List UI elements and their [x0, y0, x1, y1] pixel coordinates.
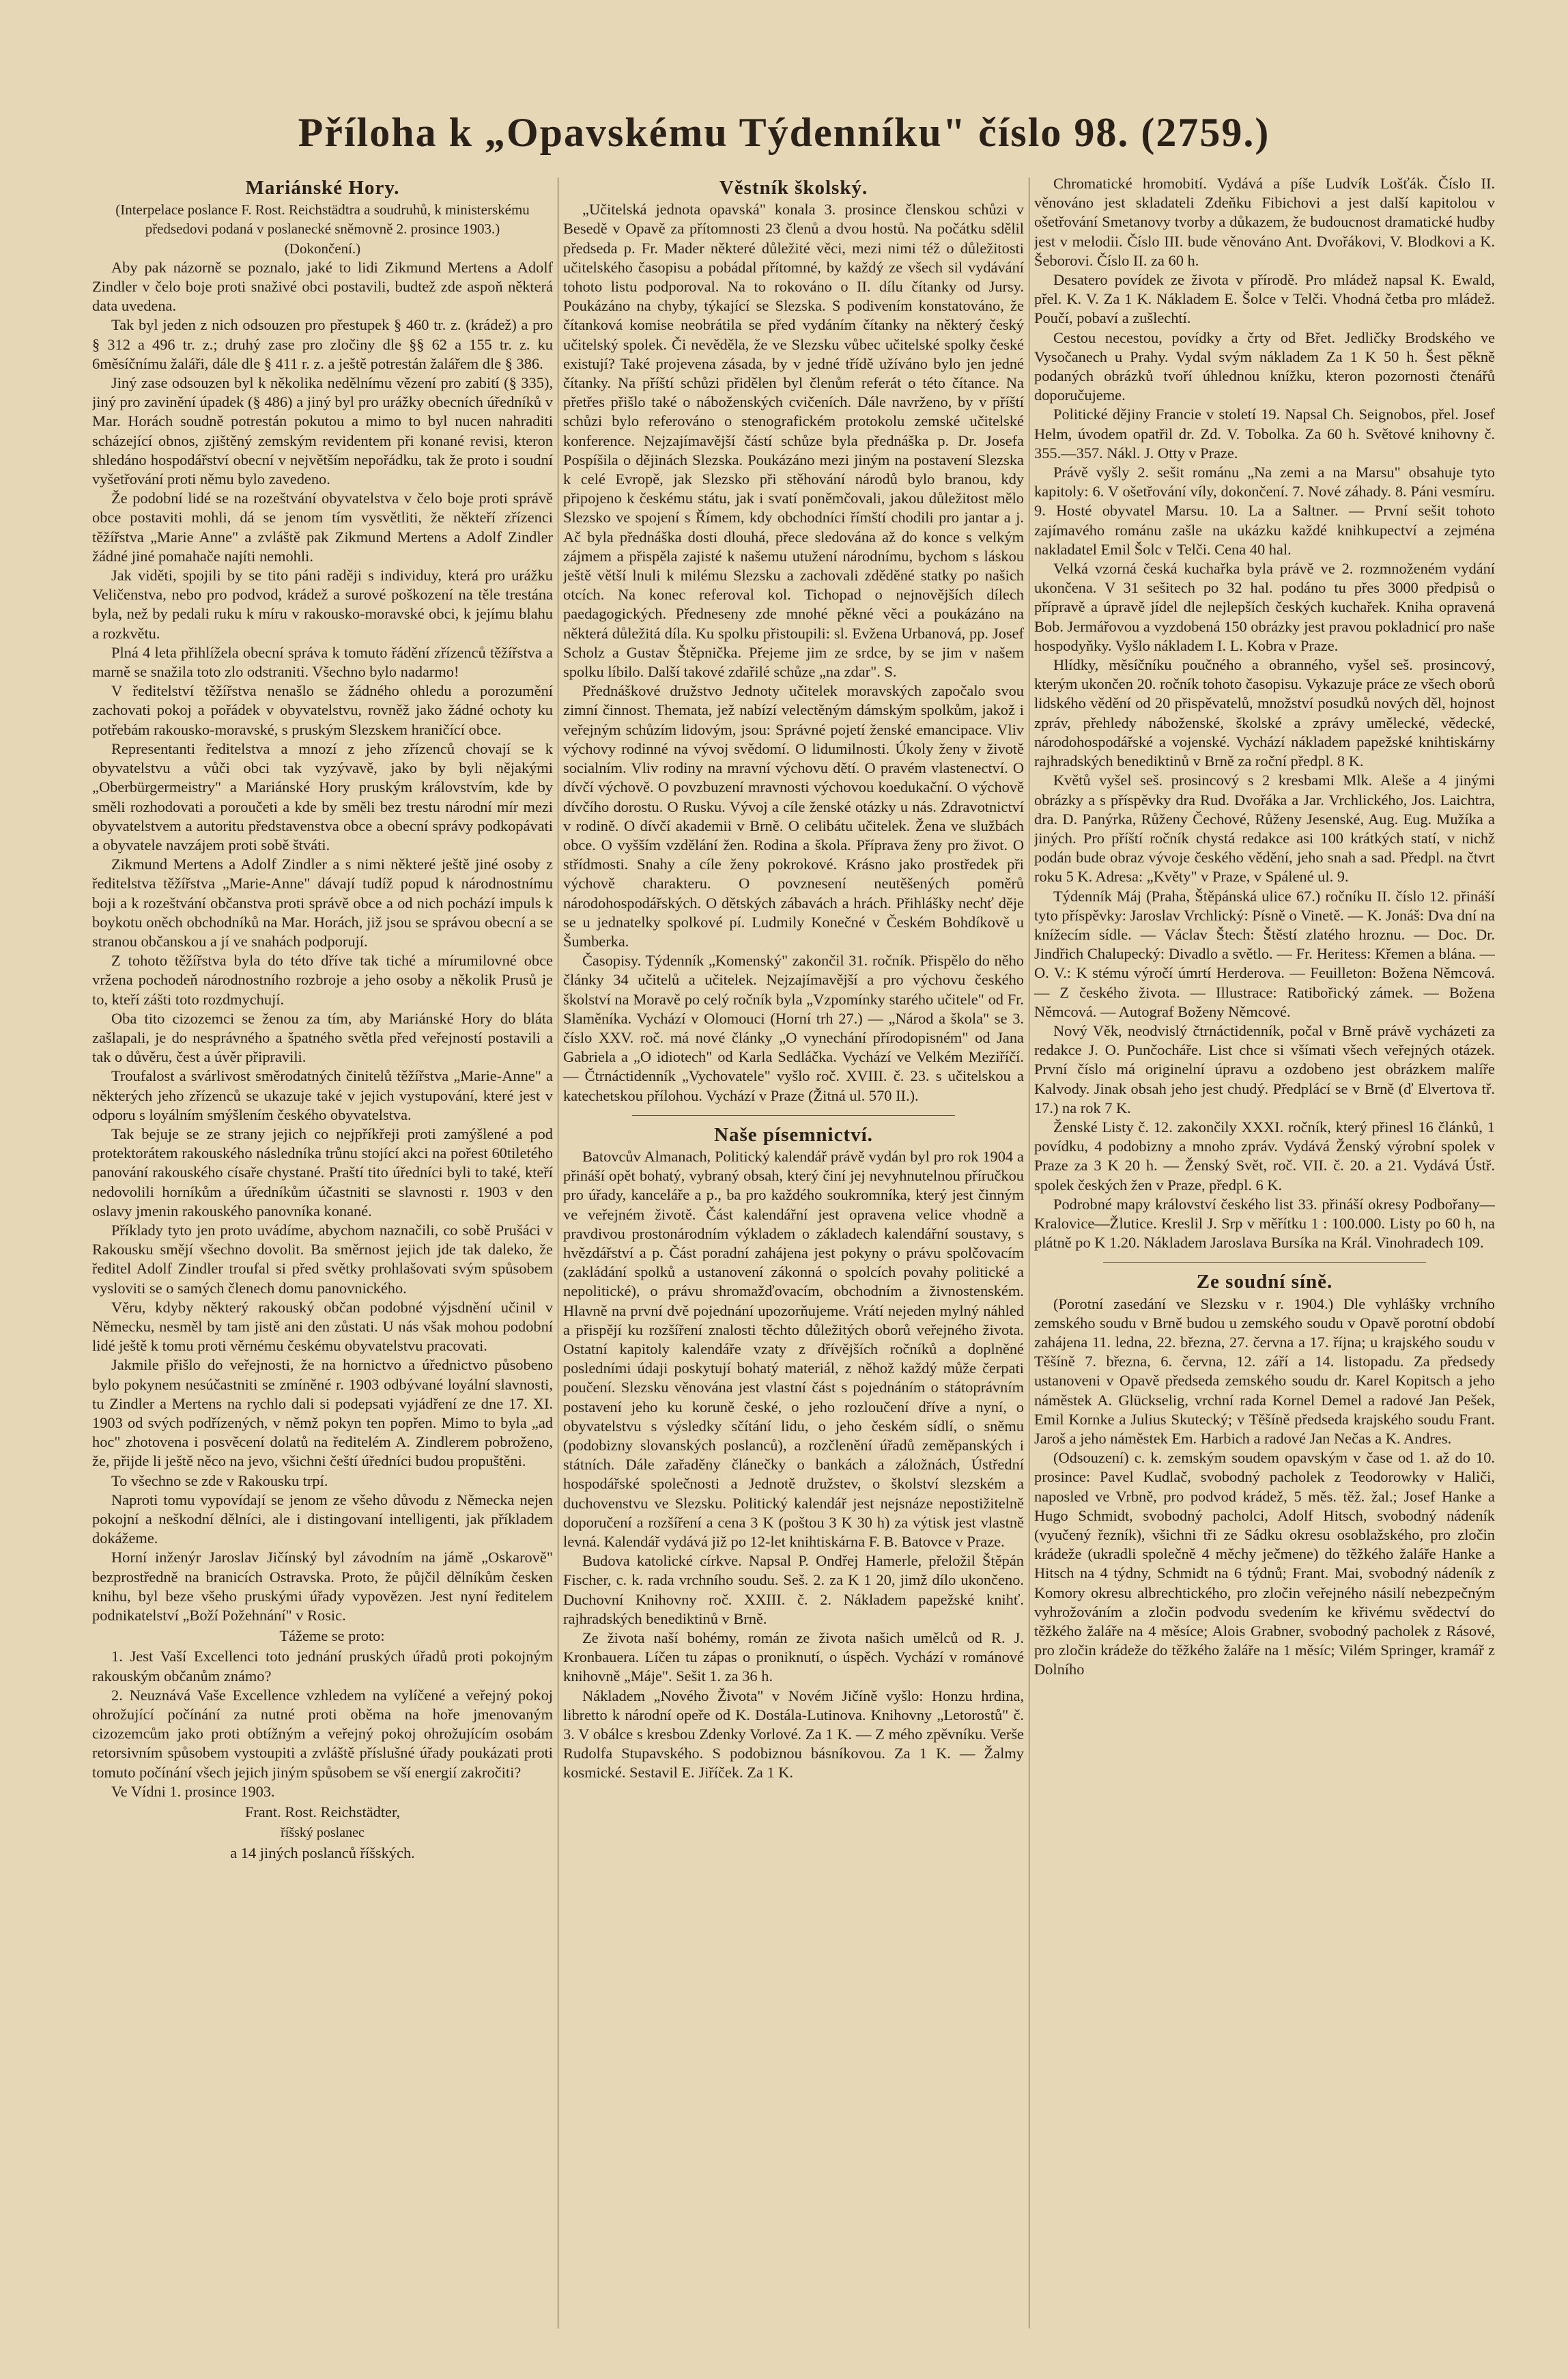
dateline: Ve Vídni 1. prosince 1903. [111, 1782, 275, 1800]
paragraph: Representanti ředitelstva a mnozí z jeho zřízenců chovají se k obyvatelstvu a vůči obci tak vyzývavě, jako by byli nějakými „Oberbürgermeistry" a Mariánské Hory pruským královstvím, kde by směli rozhodovati a poroučeti a kde by směli bez trestu národní mír mezi obyvatelstvem a autoritu představenstva obce a obecní správy podkopávati a obyvatele navzájem proti sobě štváti. [92, 740, 553, 854]
section-heading-nase-pisemnictvi: Naše písemnictví. [714, 1123, 873, 1146]
paragraph: Nový Věk, neodvislý čtrnáctidenník, počal v Brně právě vycházeti za redakce J. O. Punčocháře. List chce si všímati všech veřejných otázek. První číslo má originelní úpravu a ozdobeno jest obrázkem malíře Kalvody. Jinak obsah jeho jest chudý. Předplácí se v Brně (ď Elvertova tř. 17.) na rok 7 K. [1034, 1022, 1495, 1116]
paragraph: Naproti tomu vypovídají se jenom ze všeho důvodu z Německa nejen pokojní a neškodní dělníci, ale i distingovaní intelligenti, jak příkladem dokážeme. [92, 1491, 553, 1547]
paragraph: Budova katolické církve. Napsal P. Ondřej Hamerle, přeložil Štěpán Fischer, c. k. rada vrchního soudu. Seš. 2. za K 1 20, jimž dílo ukončeno. Duchovní Knihovny roč. XXIII. č. 2. Nákladem papežské knihť. rajhradských benediktinů v Brně. [563, 1552, 1024, 1627]
page-title: Příloha k „Opavskému Týdenníku" číslo 98. (2759.) [298, 110, 1270, 155]
signature: Frant. Rost. Reichstädter, [244, 1803, 401, 1821]
paragraph: Tak bejuje se ze strany jejich co nejpříkřeji proti zamýšlené a pod protektorátem rakouského následníka trůnu stojící akci na pořest 60tiletého panování rakouského císaře chystané. Praští tito úředníci byli to také, kteří nedovolili horníkům a úředníkům účastniti se slavnosti r. 1903 v den oslavy jmenin rakouského panovníka konané. [92, 1125, 553, 1220]
paragraph: To všechno se zde v Rakousku trpí. [111, 1472, 328, 1489]
paragraph: Plná 4 leta přihlížela obecní správa k tomuto řádění zřízenců těžířstva a marně se snažila toto zlo odstraniti. Všechno bylo nadarmo! [92, 643, 553, 681]
column-1 [92, 174, 553, 2346]
paragraph: Velká vzorná česká kuchařka byla právě ve 2. rozmnoženém vydání ukončena. V 31 sešitech po 32 hal. podáno tu přes 3000 předpisů o přípravě a úpravě jídel dle nejlepších českých kuchařek. Kniha opravená Bob. Jermářovou a vyzdobená 150 obrázky jest pravou pokladnicí pro naše hospodyňky. Vyšlo nákladem I. L. Kobra v Praze. [1034, 560, 1495, 654]
paragraph: Tak byl jeden z nich odsouzen pro přestupek § 460 tr. z. (krádež) a pro § 312 a 496 tr. z.; druhý zase pro zločiny dle §§ 62 a 155 tr. z. ku 6měsíčnímu žaláři, dále dle § 411 r. z. a ještě potrestán žalářem dle § 386. [92, 316, 553, 372]
paragraph: Příklady tyto jen proto uvádíme, abychom naznačili, co sobě Prušáci v Rakousku smějí všechno dovolit. Ba směrnost jejich jde tak daleko, že ředitel Adolf Zindler troufal si před světky prohlašovati svým spůsobem vysloviti se o samých členech domu panovnického. [92, 1221, 553, 1297]
paragraph: Časopisy. Týdenník „Komenský" zakončil 31. ročník. Přispělo do něho články 34 učitelů a učitelek. Nejzajímavější a pro výchovu českého školství na Moravě po celý ročník byla „Vzpomínky starého učitele" od Fr. Slaměníka. Vychází v Olomouci (Horní trh 27.) — „Národ a škola" se 3. číslo XXV. roč. má nové články „O vynechání přírodopisném" od Jana Gabriela a „O idiotech" od Karla Sedláčka. Vychází ve Velkém Meziříčí. — Čtrnáctidenník „Vychovatele" vyšlo roč. XVIII. č. 23. s učitelskou a katechetskou přílohou. Vychází v Praze (Žitná ul. 570 II.). [563, 952, 1024, 1104]
article-subheading: (Dokončení.) [284, 240, 361, 257]
paragraph: Chromatické hromobití. Vydává a píše Ludvík Lošťák. Číslo II. věnováno jest skladateli Zdeňku Fibichovi a jest další kapitolou v ošetřování Smetanovy tvorby a důkazem, že budoucnost dramatické hudby jest v melodii. Číslo III. bude věnováno Ant. Dvořákovi, V. Blodkovi a K. Šeborovi. Číslo II. za 60 h. [1034, 175, 1495, 269]
paragraph: „Učitelská jednota opavská" konala 3. prosince členskou schůzi v Besedě v Opavě za přítomnosti 23 členů a dvou hostů. Na počátku sdělil předseda p. Fr. Mader některé důležité věci, mezi nimi též o důležitosti učitelského časopisu a pobádal přítomné, by každý ze všech sil vydávání tohoto listu podporoval. Na to rokováno o II. dílu čítanky od Jursy. Poukázáno na chyby, týkající se Slezska. S podivením konstatováno, že čítanková komise neobrátila se před vydáním čítanky na některý český učitelský spolek. Či nevěděla, že ve Slezsku vůbec učitelské spolky české existují? Také projevena zásada, by v jedné třídě užíváno bylo jen jedné čítanky. Na příští schůzi přidělen byl členům referát o této čítance. Na přetřes přišlo také o náboženských cvičeních. Dále navrženo, by v příští schůzi bylo referováno o stenografickém protokolu zemské učitelské konference. Nejzajímavější částí schůze byla přednáška p. Dr. Josefa Pospíšila o dějinách Slezska. Poukázáno mezi jiným na postavení Slezska k celé Evropě, jak Slezsko při stěhování národů bylo branou, kdy připojeno k českému státu, jak i svatí poněmčovali, jakou důležitost mělo Slezsko ve spojení s Římem, kdy obchodníci římští chodili pro jantar a j. Ač byla přednáška dosti dlouhá, přece sledována až do konce s velkým zájmem a přispěla zajisté k našemu utužení národnímu, bychom s láskou ještě větší lnuli k milému Slezsku a zachovali zděděné statky po našich otcích. Na konec referoval kol. Tichopad o nejnovějších dílech paedagogických. Předneseny zde mnohé pěkné věci a poukázáno na některá důležitá díla. Ku spolku přistoupili: sl. Evžena Urbanová, pp. Josef Scholz a Gustav Štěpnička. Přejeme jim ze srdce, by se jim v našem spolku líbilo. Další takové zdařilé schůze „na zdar". S. [563, 201, 1024, 681]
paragraph: V ředitelství těžířstva nenašlo se žádného ohledu a porozumění zachovati pokoj a pořádek v obyvatelstvu, rovněž jako žádné ochoty ku potřebám rakousko-moravské, s pruským Slezskem hraničící obce. [92, 682, 553, 738]
paragraph: Jak viděti, spojili by se tito páni raději s individuy, která pro urážku Veličenstva, nebo pro podvod, krádež a surové poškození na těle trestána byla, než by pedali ruku k míru v rakousko-moravské obci, k jejímu blahu a rozkvětu. [92, 567, 553, 642]
paragraph: Podrobné mapy království českého list 33. přináší okresy Podbořany—Kralovice—Žlutice. Kreslil J. Srp v měřítku 1 : 100.000. Listy po 60 h, na plátně po K 1.20. Nákladem Jaroslava Bursíka na Král. Vinohradech 109. [1034, 1195, 1495, 1252]
paragraph: 2. Neuznává Vaše Excellence vzhledem na vylíčené a veřejný pokoj ohrožující počínání za nutné proti oběma na hoře jmenovaným cizozemcům jako proti obtížným a veřejný pokoj ohrožujícím osobám retorsivním spůsobem vystoupiti a zvláště příslušné úřady poukázati proti tomuto počínání všech jejich jiným spůsobem se vší energií zakročiti? [92, 1686, 553, 1781]
paragraph: Květů vyšel seš. prosincový s 2 kresbami Mlk. Aleše a 4 jinými obrázky a s příspěvky dra Rud. Dvořáka a Jar. Vrchlického, Jos. Laichtra, dra. D. Panýrka, Růženy Čechové, Růženy Jesenské, Aug. Eug. Mužíka a jiných. Pro příští ročník chystá redakce asi 100 krátkých statí, v nichž podán bude obraz vývoje českého vědění, jeho snah a sad. Předpl. na čtvrt roku 5 K. Adresa: „Květy" v Praze, v Spálené ul. 9. [1034, 772, 1495, 886]
column-3 [1034, 174, 1495, 2346]
signature-cosigners: a 14 jiných poslanců říšských. [230, 1844, 415, 1862]
paragraph: Jiný zase odsouzen byl k několika nedělnímu vězení pro zabití (§ 335), jiný pro zavinění úpadek (§ 486) a jiný byl pro urážky obecních úředníků v Mar. Horách soudně potrestán pokutou a mimo to byl nucen nahraditi scházející obnos, zjištěný zemským revidentem při konané revisi, kteron shledáno hospodářství obecní v největším nepořádku, tak že proto i soudní vyšetřování proti němu bylo zavedeno. [92, 374, 553, 488]
paragraph: Přednáškové družstvo Jednoty učitelek moravských započalo svou zimní činnost. Themata, jež nabízí velectěným dámským spolkům, jakož i veřejným schůzím lidovým, jsou: Správné pojetí ženské emancipace. Vliv výchovy rodinné na vývoj svědomí. O lidumilnosti. Úkoly ženy v životě socialním. Vliv rodiny na mravní výchovu dětí. O pravém vlastenectví. O dívčí výchově. O povzbuzení mravnosti výchovou koedukační. O výchově dívčího dorostu. O Rusku. Vývoj a cíle ženské otázky u nás. Zdravotnictví v rodině. O dívčí akademii v Brně. O celibátu učitelek. Žena ve službách obce. O vyšším vzdělání žen. Rodina a škola. Příprava ženy pro život. O střídmosti. Snahy a cíle ženy pokrokové. Krásno jako prostředek při výchově charakteru. O povznesení neutěšených poměrů národohospodářských. O dětských zábavách a hrách. Přihlášky nechť děje se u jednatelky spolkové pí. Ludmily Konečné v Českém Bohdíkově u Šumberka. [563, 682, 1024, 950]
paragraph: Ženské Listy č. 12. zakončily XXXI. ročník, který přinesl 16 článků, 1 povídku, 4 podobizny a mnoho zpráv. Vydává Ženský výrobní spolek v Praze za 3 K 20 h. — Ženský Svět, roč. VII. č. 20. a 21. Vydává Ústř. spolek českých žen v Praze, předpl. 6 K. [1034, 1118, 1495, 1194]
paragraph: Batovcův Almanach, Politický kalendář právě vydán byl pro rok 1904 a přináší opět bohatý, vybraný obsah, který činí jej nevyhnutelnou příručkou pro úřady, kanceláře a p., ba pro každého soukromníka, který jest činným ve veřejném životě. Část kalendářní jest opravena velice vhodně a pravdivou prostonárodním výkladem o základech kalendářní soustavy, s hvězdářství a p. Část poradní zahájena jest pokyny o právu spolčovacím (zakládání spolků a ustanovení zákonná o spolcích povahy politické a nepolitické), o právu shromažďovacím, obchodním a živnostenském. Hlavně na první dvě pojednání upozorňujeme. Vrátí nejeden mylný náhled a přispějí ku rozšíření znalosti těchto důležitých oborů veřejného života. Ostatní kapitoly kalendáře vzaty z dřívějších ročníků a doplněné posledními údaji poskytují bohatý materiál, z něhož každý může čerpati poučení. Slezsku věnována jest vlastní část s pojednáním o státoprávním postavení jeho ku koruně české, o jeho rozloučení dříve a nyní, o obyvatelstvu s výsledky sčítání lidu, o jeho českém sídlí, o sněmu (podobizny slovanských poslanců), a rozčlenění úřadů zeměpanských i státních. Dále zařaděny článečky o bankách a záložnách, Ústřední hospodářské společnosti a Jednotě družstev, o školství slezském a duchovenstvu ve Slezsku. Politický kalendář jest nejsnáze nepostižitelně doporučení a rozšíření a cena 3 K (poštou 3 K 30 h) za výtisk jest vlastně levná. Kalendář vydává již po 12-let knihtiskárna F. B. Batovce v Praze. [563, 1147, 1024, 1551]
paragraph: Tážeme se proto: [279, 1627, 385, 1645]
paragraph: (Odsouzení) c. k. zemským soudem opavským v čase od 1. až do 10. prosince: Pavel Kudlač, svobodný pacholek z Teodorowky v Haliči, naposled ve Vrbně, pro podvod krádež, 5 měs. těž. žal.; Josef Hanke a Hugo Schmidt, svobodný pacholci, Adolf Hitsch, svobodný nádeník (vyučený řezník), všichni tři ze Sádku okresu osoblažského, pro zločin krádeže (ukradli společně 4 měchy ječmene) do těžkého žaláře Hanke a Hitsch na 4 týdny, Schmidt na 6 týdnů; Frant. Mai, svobodný nádeník z Komory okresu albrechtického, pro zločin veřejného násilí nebezpečným vyhrožováním a zločin podvodu svedením ke křivému svědectví do těžkého žaláře na 4 měsíce; Alois Grabner, svobodný pacholek z Rásové, pro zločin krádeže do těžkého žaláře na 1 měsíc; Vilém Springer, kramář z Dolního [1034, 1449, 1495, 1678]
signature-title: říšský poslanec [281, 1825, 365, 1841]
paragraph: (Porotní zasedání ve Slezsku v r. 1904.) Dle vyhlášky vrchního zemského soudu v Brně budou u zemského soudu v Opavě porotní období zahájena 11. ledna, 22. března, 27. června a 17. října; u krajského soudu v Těšíně 7. března, 6. června, 12. září a 14. listopadu. Za předsedy ustanoveni v Opavě předseda zemského soudu dr. Karel Kopitsch a jeho náměstek A. Glückselig, vrchní rada Kornel Demel a radové Jan Pešek, Emil Kornke a Julius Skutecký; v Těšíně předseda krajského soudu Frant. Jaroš a jeho náměstek Em. Harbich a radové Jan Nečas a K. Andres. [1034, 1295, 1495, 1447]
paragraph: Z tohoto těžířstva byla do této dříve tak tiché a mírumilovné obce vržena pochodeň národnostního rozbroje a jeho osoby a několik Prusů je to, kteří zášti toto rozdmychují. [92, 952, 553, 1008]
paragraph: Jakmile přišlo do veřejnosti, že na hornictvo a úřednictvo působeno bylo pokynem nesúčastniti se zmíněné r. 1903 odbývané loyální slavnosti, tu Zindler a Mertens na rychlo dali si podepsati vyjádření ze dne 17. XI. 1903 od svých podřízených, v němž pokyn ten popřen. Mimo to byla „ad hoc" zhotovena i posvěcení dolatů na ředitelém A. Zindlerem pobroženo, že, přijde li ještě něco na jevo, všichni čeští úředníci budou propuštěni. [92, 1356, 553, 1470]
paragraph: Aby pak názorně se poznalo, jaké to lidi Zikmund Mertens a Adolf Zindler v čelo boje proti snaživé obci postavili, budtež zde aspoň některá data uvedena. [92, 258, 553, 315]
section-heading-vestnik-skolsky: Věstník školský. [719, 177, 868, 199]
paragraph: Desatero povídek ze života v přírodě. Pro mládež napsal K. Ewald, přel. K. V. Za 1 K. Nákladem E. Šolce v Telči. Vhodná četba pro mládež. Poučí, pobaví a zušlechtí. [1034, 271, 1495, 327]
section-heading-ze-soudni-sine: Ze soudní síně. [1196, 1271, 1333, 1293]
column-2 [563, 174, 1024, 2346]
paragraph: Horní inženýr Jaroslav Jičínský byl závodním na jámě „Oskarově" bezprostředně na branicích Ostravska. Proto, že půjčil dělníkům česken knihu, byl beze všeho pruskými úřady vypovězen. Jest nyní ředitelem podnikatelství „Boží Požehnání" v Rosic. [92, 1549, 553, 1624]
paragraph: Že podobní lidé se na rozeštvání obyvatelstva v čelo boje proti správě obce postaviti mohli, dá se jenom tím vysvětliti, že někteří zřízenci těžířstva „Marie Anne" a zvláště pak Zikmund Mertens a Adolf Zindler žádné jiné pomahače najíti nemohli. [92, 490, 553, 565]
paragraph: Nákladem „Nového Života" v Novém Jičíně vyšlo: Honzu hrdina, libretto k národní opeře od K. Dostála-Lutinova. Knihovny „Letorostů" č. 3. V obálce s kresbou Zdenky Vorlové. Za 1 K. — Z mého zpěvníku. Verše Rudolfa Stupavského. S podobiznou básníkovou. Za 1 K. — Žalmy kosmické. Sestavil E. Jiříček. Za 1 K. [563, 1687, 1024, 1782]
paragraph: Věru, kdyby některý rakouský občan podobné výjsdnění učinil v Německu, nesměl by tam jistě ani den zůstati. U nás však mohou podobní lidé ještě k tomu proti věrnému českému obyvatelstvu pracovati. [92, 1298, 553, 1355]
paragraph: Troufalost a svárlivost směrodatných činitelů těžířstva „Marie-Anne" a některých jeho zřízenců se ukazuje také v jejich vystupování, které jest v odporu s loyálním smýšlením českého obyvatelstva. [92, 1067, 553, 1123]
paragraph: Oba tito cizozemci se ženou za tím, aby Mariánské Hory do bláta zašlapali, je do nesprávného a špatného světla před veřejností postavili a tak o důvěru, čest a úvěr připravili. [92, 1009, 553, 1066]
paragraph: Týdenník Máj (Praha, Štěpánská ulice 67.) ročníku II. číslo 12. přináší tyto příspěvky: Jaroslav Vrchlický: Písně o Vinetě. — K. Jonáš: Dva dní na knížecím sídle. — Václav Štech: Štěstí zlatého hroznu. — Doc. Dr. Jindřich Chalupecký: Divadlo a světlo. — Fr. Heritess: Křemen a blána. — O. V.: K stému výročí úmrtí Herderova. — Feuilleton: Božena Němcová. — Z českého života. — Illustrace: Ratibořický zámek. — Božena Němcová. — Autograf Boženy Němcové. [1034, 887, 1495, 1020]
section-divider [1103, 1262, 1426, 1263]
paragraph: Zikmund Mertens a Adolf Zindler a s nimi některé ještě jiné osoby z ředitelstva těžířstva „Marie-Anne" dávají tudíž popud k národnostnímu boji a k rozeštvání občanstva proti správě obce a od nich pochází impuls k boykotu oněch obchodníků na Mar. Horách, již jsou se správou obecní a se stranou občanskou a jí ve snahách podporují. [92, 856, 553, 950]
section-divider [632, 1115, 955, 1116]
paragraph: Politické dějiny Francie v století 19. Napsal Ch. Seignobos, přel. Josef Helm, úvodem opatřil dr. Zd. V. Tobolka. Za 60 h. Světové knihovny č. 355.—357. Nákl. J. Otty v Praze. [1034, 406, 1495, 462]
paragraph: Ze života naší bohémy, román ze života našich umělců od R. J. Kronbauera. Líčen tu zápas o proniknutí, o úspěch. Vychází v románové knihovně „Máje". Sešit 1. za 36 h. [563, 1629, 1024, 1685]
paragraph: Právě vyšly 2. sešit románu „Na zemi a na Marsu" obsahuje tyto kapitoly: 6. V ošetřování víly, dokončení. 7. Nové záhady. 8. Páni vesmíru. 9. Hosté obyvatel Marsu. 10. La a Saltner. — První sešit tohoto zajímavého románu zašle na ukázku každé knihkupectví a zejména nakladatel Emil Šolc v Telči. Cena 40 hal. [1034, 464, 1495, 558]
article-subheading: (Interpelace poslance F. Rost. Reichstädtra a soudruhů, k ministerskému předsedovi podaná v poslanecké sněmovně 2. prosince 1903.) [115, 201, 530, 238]
paragraph: 1. Jest Vaší Excellenci toto jednání pruských úřadů proti pokojným rakouským občanům známo? [92, 1648, 553, 1685]
article-heading-marianske-hory: Mariánské Hory. [245, 177, 400, 199]
paragraph: Hlídky, měsíčníku poučného a obranného, vyšel seš. prosincový, kterým ukončen 20. ročník tohoto časopisu. Vykazuje práce ze všech oborů lidského vědění od 20 přispěvatelů, množství posudků nových děl, hojnost zpráv, přehledy náboženské, školské a zprávy umělecké, vědecké, národohospodářské a vojenské. Vychází nákladem papežské knihtiskárny rajhradských benediktinů v Brně za roční předpl. 8 K. [1034, 656, 1495, 770]
paragraph: Cestou necestou, povídky a črty od Břet. Jedličky Brodského ve Vysočanech u Prahy. Vydal svým nákladem Za 1 K 50 h. Šest pěkně podaných obrázků tvoří úhlednou knížku, kteron pozornosti čtenářů doporučujeme. [1034, 328, 1495, 404]
